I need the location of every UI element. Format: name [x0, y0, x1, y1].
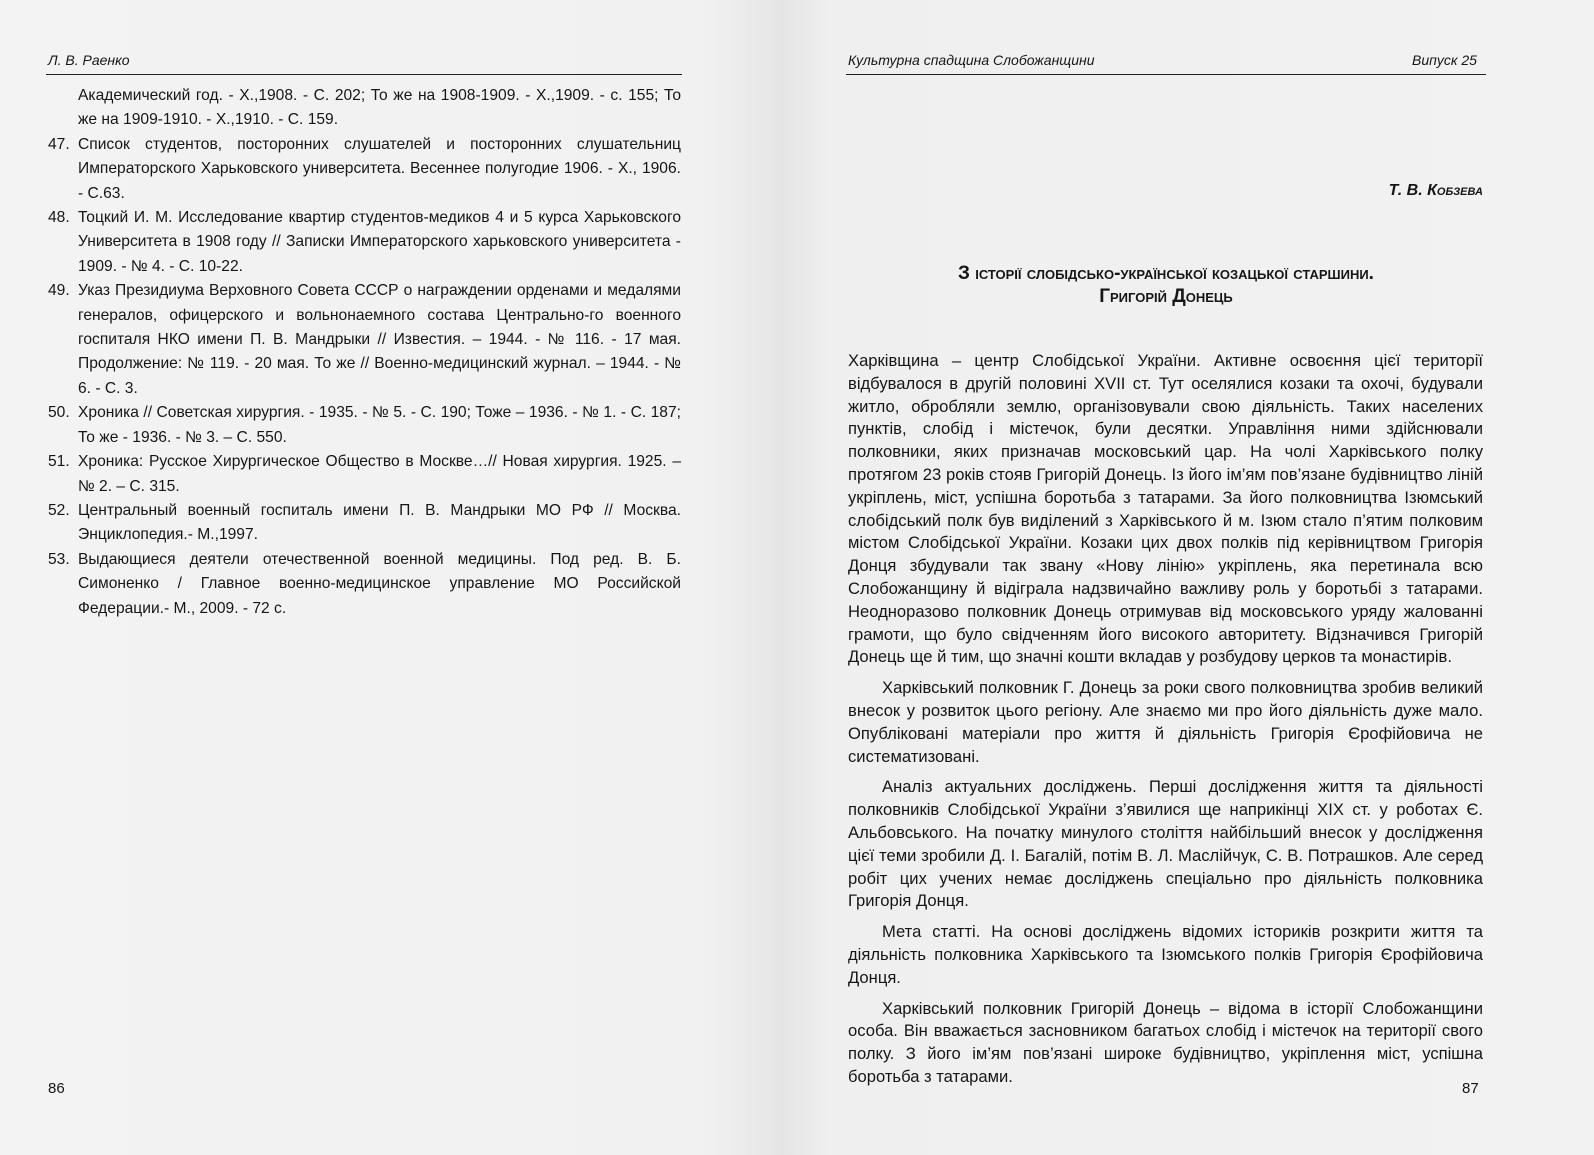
- reference-item: [48, 84, 681, 133]
- reference-list: [48, 84, 681, 621]
- page-number-left: 86: [48, 1080, 65, 1097]
- article-title-line: З історії слобідсько-української козацької старшини.: [958, 263, 1374, 284]
- paragraph: Харківський полковник Григорій Донець – відома в історії Слобожанщини особа. Він вважається засновником багатьох слобід і містечок на території свого полку. З його ім’ям пов’язані широке будівництво, укріплення міст, успішна боротьба з татарами.: [848, 998, 1483, 1086]
- running-head-left: Л. В. Раенко: [48, 52, 130, 68]
- reference-number: 47.: [48, 135, 70, 153]
- header-rule: [46, 74, 682, 75]
- article-body: [848, 350, 1483, 1097]
- reference-text: Хроника: Русское Хирургическое Общество в Москве…// Новая хирургия. 1925. – № 2. – С. 315.: [78, 453, 681, 495]
- reference-text: Выдающиеся деятели отечественной военной медицины. Под ред. В. Б. Симоненко / Главное военно-медицинское управление МО Российской Федерации.- М., 2009. - 72 с.: [78, 550, 681, 617]
- reference-text: Тоцкий И. М. Исследование квартир студентов-медиков 4 и 5 курса Харьковского Университета в 1908 году // Записки Императорского харьковского университета - 1909. - № 4. - С. 10-22.: [78, 209, 681, 275]
- reference-item: [48, 450, 681, 499]
- reference-text: Центральный военный госпиталь имени П. В. Мандрыки МО РФ // Москва. Энциклопедия.- М.,1997.: [78, 501, 681, 544]
- reference-number: 52.: [48, 501, 70, 519]
- reference-text: Список студентов, посторонних слушателей и посторонних слушательниц Императорского Харьковского университета. Весеннее полугодие 1906. - Х., 1906. - С.63.: [78, 135, 681, 202]
- article-author: Т. В. Кобзева: [1388, 182, 1483, 199]
- reference-number: 53.: [48, 550, 70, 568]
- reference-item: [48, 279, 681, 401]
- article-title: [848, 262, 1484, 308]
- article-title-line: Григорій Донець: [1099, 286, 1233, 307]
- reference-text: Академический год. - Х.,1908. - С. 202; То же на 1908-1909. - Х.,1909. - с. 155; То же на 1909-1910. - Х.,1910. - С. 159.: [78, 87, 681, 129]
- reference-item: [48, 499, 681, 548]
- page-number-right: 87: [1462, 1080, 1479, 1097]
- reference-item: [48, 548, 681, 621]
- reference-number: 49.: [48, 282, 70, 300]
- reference-text: Указ Президиума Верховного Совета СССР о награждении орденами и медалями генералов, офицерского и вольнонаемного состава Центрально-го военного госпиталя НКО имени П. В. Мандрыки // Известия. – 1944. - № 116. - 17 мая. Продолжение: № 119. - 20 мая. То же // Военно-медицинский журнал. – 1944. - № 6. - С. 3.: [78, 282, 681, 397]
- running-head-right: Культурна спадщина Слобожанщини: [848, 52, 1095, 68]
- paragraph: Аналіз актуальних досліджень. Перші дослідження життя та діяльності полковників Слобідської України з’явилися ще наприкінці XIX ст. у роботах Є. Альбовського. На початку минулого століття найбільший внесок у дослідження цієї теми зробили Д. І. Багалій, потім В. Л. Маслійчук, С. В. Потрашков. Але серед робіт цих учених немає досліджень спеціально про діяльність полковника Григорія Донця.: [848, 777, 1483, 911]
- reference-item: [48, 206, 681, 279]
- reference-item: [48, 401, 681, 450]
- paragraph: Харківщина – центр Слобідської України. Активне освоєння цієї території відбувалося в другій половині XVII ст. Тут оселялися козаки та охочі, будували житло, обробляли землю, організовували свою діяльність. Таких населених пунктів, слобід і містечок, були десятки. Управління ними здійснювали полковники, яких призначав московський цар. На чолі Харківського полку протягом 23 років стояв Григорій Донець. Із його ім’ям пов’язане будівництво ліній укріплень, міст, успішна боротьба з татарами. За його полковництва Ізюмський слобідський полк був виділений з Харківського й м. Ізюм стало п’ятим полковим містом Слобідської України. Козаки цих двох полків під керівництвом Григорія Донця збудували так звану «Нову лінію» укріплень, яка перетинала всю Слобожанщину й відіграла надзвичайно важливу роль у боротьбі з татарами. Неодноразово полковник Донець отримував від московського уряду жалованні грамоти, що було свідченням його високого авторитету. Відзначився Григорій Донець ще й тим, що значні кошти вкладав у розбудову церков та монастирів.: [848, 351, 1483, 667]
- reference-number: 50.: [48, 404, 70, 422]
- reference-number: 51.: [48, 453, 70, 471]
- paragraph: Мета статті. На основі досліджень відомих істориків розкрити життя та діяльність полковника Харківського та Ізюмського полків Григорія Єрофійовича Донця.: [848, 922, 1483, 987]
- reference-item: [48, 133, 681, 206]
- header-rule: [846, 74, 1486, 75]
- reference-text: Хроника // Советская хирургия. - 1935. - № 5. - С. 190; Тоже – 1936. - № 1. - С. 187; То же - 1936. - № 3. – С. 550.: [78, 404, 681, 446]
- paragraph: Харківський полковник Г. Донець за роки свого полковництва зробив великий внесок у розвиток цього регіону. Але знаємо ми про його діяльність дуже мало. Опубліковані матеріали про життя й діяльність Григорія Єрофійовича не систематизовані.: [848, 678, 1483, 766]
- issue-label: Випуск 25: [1412, 52, 1477, 68]
- left-page: [0, 0, 780, 1155]
- reference-number: 48.: [48, 209, 70, 227]
